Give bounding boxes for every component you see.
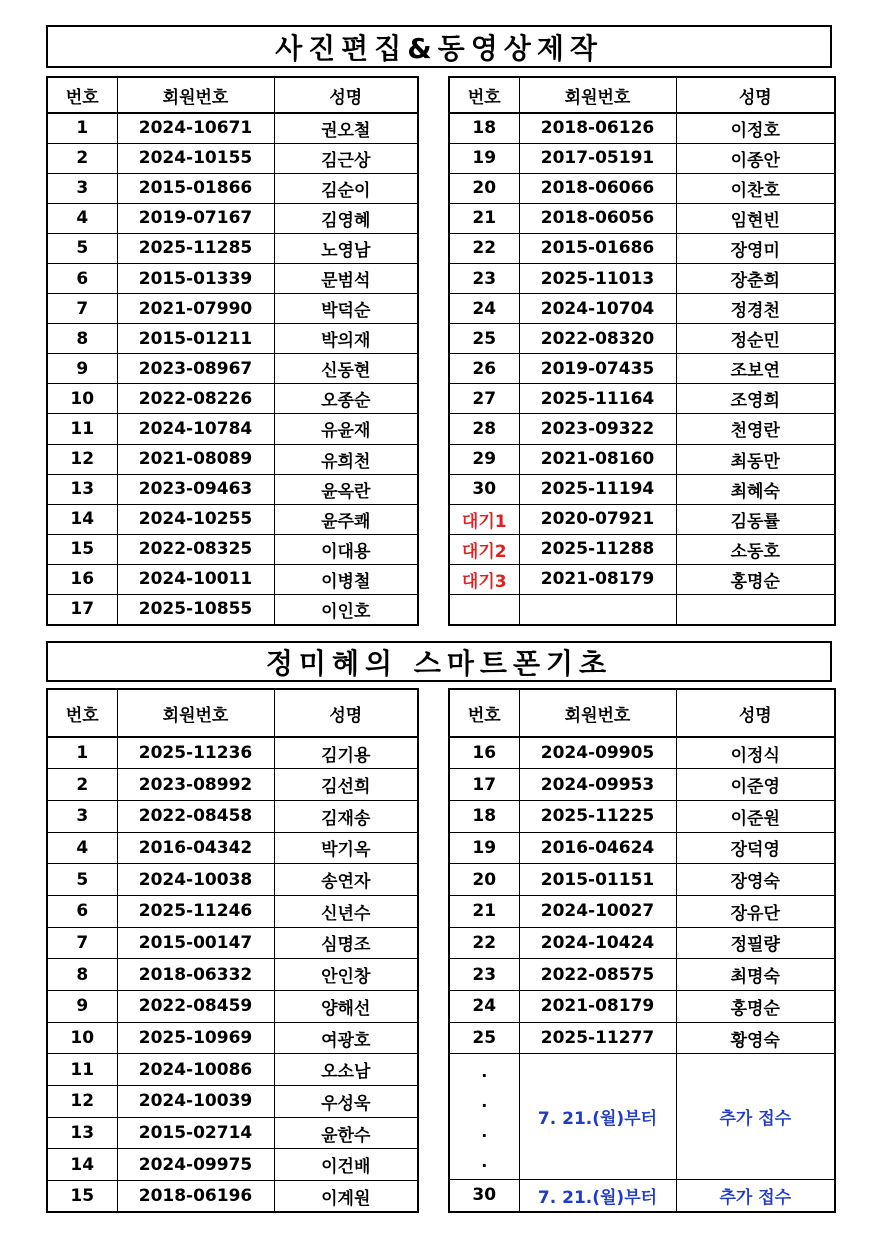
member-name: 최명숙 (676, 959, 835, 991)
member-name: 박의재 (274, 324, 418, 354)
member-id: 2024-10011 (117, 564, 274, 594)
member-id: 2021-08160 (519, 444, 676, 474)
member-id: 2021-08089 (117, 444, 274, 474)
member-id: 2024-09953 (519, 769, 676, 801)
row-number: 16 (47, 564, 117, 594)
row-number: 30 (449, 474, 519, 504)
row-number: 11 (47, 414, 117, 444)
member-id: 2025-11236 (117, 737, 274, 769)
member-name: 정필량 (676, 927, 835, 959)
row-number: 23 (449, 959, 519, 991)
table-row (47, 1117, 418, 1149)
member-id: 2017-05191 (519, 143, 676, 173)
table-row (449, 474, 835, 504)
row-number: 13 (47, 1117, 117, 1149)
continuation-dots (449, 1054, 519, 1180)
table-row (47, 959, 418, 991)
row-number: 9 (47, 354, 117, 384)
table-row (47, 474, 418, 504)
row-number: 15 (47, 534, 117, 564)
header-name: 성명 (274, 689, 418, 737)
table-row (47, 263, 418, 293)
table-row (449, 800, 835, 832)
member-name: 윤주쾌 (274, 504, 418, 534)
header-name: 성명 (274, 77, 418, 113)
member-name: 조영희 (676, 384, 835, 414)
table-row-continuation (449, 1054, 835, 1180)
member-name: 이준원 (676, 800, 835, 832)
member-name: 최혜숙 (676, 474, 835, 504)
member-name: 신년수 (274, 895, 418, 927)
member-name: 황영숙 (676, 1022, 835, 1054)
member-id: 2018-06332 (117, 959, 274, 991)
header-number: 번호 (449, 689, 519, 737)
member-id: 2024-10086 (117, 1054, 274, 1086)
member-name: 우성욱 (274, 1086, 418, 1118)
member-id: 2025-10969 (117, 1022, 274, 1054)
section2-right-table (448, 688, 836, 1213)
member-name: 문범석 (274, 263, 418, 293)
row-number: 22 (449, 927, 519, 959)
member-name: 소동호 (676, 534, 835, 564)
table-row (47, 1086, 418, 1118)
row-number: 8 (47, 324, 117, 354)
row-number: 11 (47, 1054, 117, 1086)
member-id: 2015-01686 (519, 233, 676, 263)
table-row (47, 737, 418, 769)
header-number: 번호 (47, 689, 117, 737)
member-name: 김근상 (274, 143, 418, 173)
member-id: 2025-11285 (117, 233, 274, 263)
last-row-note: 추가 접수 (676, 1180, 835, 1212)
member-id: 2022-08459 (117, 991, 274, 1023)
row-number: 대기2 (449, 534, 519, 564)
member-id: 2024-10027 (519, 895, 676, 927)
member-id: 2024-10704 (519, 294, 676, 324)
row-number: 19 (449, 832, 519, 864)
table-row (47, 173, 418, 203)
member-id (519, 595, 676, 625)
table-row (47, 832, 418, 864)
row-number: 12 (47, 1086, 117, 1118)
table-row (47, 324, 418, 354)
member-name (676, 595, 835, 625)
table-row (47, 203, 418, 233)
row-number: 20 (449, 173, 519, 203)
member-id: 2018-06196 (117, 1181, 274, 1213)
member-id: 2024-10038 (117, 864, 274, 896)
table-row (47, 1181, 418, 1213)
table-row (449, 927, 835, 959)
member-id: 2022-08458 (117, 800, 274, 832)
member-name: 유희천 (274, 444, 418, 474)
table-row (449, 324, 835, 354)
member-name: 오소남 (274, 1054, 418, 1086)
table-row (449, 564, 835, 594)
continuation-dot: . (481, 1121, 488, 1141)
member-id: 2025-11288 (519, 534, 676, 564)
member-id: 2016-04342 (117, 832, 274, 864)
table-row (449, 414, 835, 444)
member-name: 신동현 (274, 354, 418, 384)
table-row (47, 800, 418, 832)
member-name: 권오철 (274, 113, 418, 143)
member-id: 2025-11246 (117, 895, 274, 927)
table-row (47, 991, 418, 1023)
member-name: 홍명순 (676, 564, 835, 594)
table-row (449, 832, 835, 864)
table-row (449, 203, 835, 233)
member-name: 심명조 (274, 927, 418, 959)
member-name: 김기용 (274, 737, 418, 769)
table-row (449, 263, 835, 293)
header-member-id: 회원번호 (519, 689, 676, 737)
table-row (449, 294, 835, 324)
table-row (47, 504, 418, 534)
member-id: 2024-10784 (117, 414, 274, 444)
member-name: 이대용 (274, 534, 418, 564)
row-number: 18 (449, 800, 519, 832)
row-number: 22 (449, 233, 519, 263)
table-row (47, 113, 418, 143)
member-id: 2019-07167 (117, 203, 274, 233)
member-name: 정순민 (676, 324, 835, 354)
row-number: 28 (449, 414, 519, 444)
member-id: 2024-09905 (519, 737, 676, 769)
section1-title: 사진편집&동영상제작 (46, 25, 832, 68)
row-number: 4 (47, 203, 117, 233)
table-row (449, 959, 835, 991)
member-name: 이종안 (676, 143, 835, 173)
header-number: 번호 (47, 77, 117, 113)
member-name: 최동만 (676, 444, 835, 474)
row-number: 27 (449, 384, 519, 414)
table-row (449, 504, 835, 534)
member-name: 박기옥 (274, 832, 418, 864)
header-member-id: 회원번호 (519, 77, 676, 113)
table-row (47, 1054, 418, 1086)
member-name: 장춘희 (676, 263, 835, 293)
row-number: 16 (449, 737, 519, 769)
member-id: 2015-00147 (117, 927, 274, 959)
member-name: 이건배 (274, 1149, 418, 1181)
table-row (449, 354, 835, 384)
row-number: 21 (449, 203, 519, 233)
section2-title: 정미혜의 스마트폰기초 (46, 641, 832, 682)
row-number: 4 (47, 832, 117, 864)
row-number: 3 (47, 800, 117, 832)
table-row (449, 864, 835, 896)
row-number: 대기1 (449, 504, 519, 534)
member-name: 노영남 (274, 233, 418, 263)
member-name: 김재송 (274, 800, 418, 832)
row-number: 10 (47, 384, 117, 414)
row-number: 26 (449, 354, 519, 384)
section1-left-table (46, 76, 419, 626)
member-id: 2018-06056 (519, 203, 676, 233)
table-row (47, 927, 418, 959)
member-id: 2023-09322 (519, 414, 676, 444)
table-row (449, 991, 835, 1023)
row-number: 14 (47, 1149, 117, 1181)
member-id: 2024-10039 (117, 1086, 274, 1118)
member-id: 2015-01339 (117, 263, 274, 293)
member-id: 2025-11013 (519, 263, 676, 293)
row-number: 23 (449, 263, 519, 293)
row-number: 24 (449, 294, 519, 324)
header-name: 성명 (676, 77, 835, 113)
section1-right-table (448, 76, 836, 626)
row-number: 7 (47, 294, 117, 324)
member-id: 2024-09975 (117, 1149, 274, 1181)
row-number: 5 (47, 864, 117, 896)
row-number: 29 (449, 444, 519, 474)
member-id: 2022-08575 (519, 959, 676, 991)
member-name: 김영혜 (274, 203, 418, 233)
table-row (47, 564, 418, 594)
row-number: 17 (47, 595, 117, 625)
table-row (47, 895, 418, 927)
header-member-id: 회원번호 (117, 77, 274, 113)
table-row (47, 354, 418, 384)
row-number: 21 (449, 895, 519, 927)
member-id: 2024-10671 (117, 113, 274, 143)
member-id: 2025-11194 (519, 474, 676, 504)
row-number: 14 (47, 504, 117, 534)
member-id: 2015-01151 (519, 864, 676, 896)
table-row (449, 737, 835, 769)
table-row (449, 173, 835, 203)
member-id: 2023-08967 (117, 354, 274, 384)
continuation-dot: . (481, 1061, 488, 1081)
member-name: 조보연 (676, 354, 835, 384)
table-row (47, 444, 418, 474)
member-id: 2016-04624 (519, 832, 676, 864)
table-row (47, 233, 418, 263)
table-row (449, 143, 835, 173)
member-id: 2021-08179 (519, 564, 676, 594)
member-id: 2018-06126 (519, 113, 676, 143)
row-number: 대기3 (449, 564, 519, 594)
member-name: 임현빈 (676, 203, 835, 233)
row-number: 6 (47, 895, 117, 927)
member-id: 2022-08320 (519, 324, 676, 354)
member-id: 2025-10855 (117, 595, 274, 625)
member-id: 2018-06066 (519, 173, 676, 203)
member-name: 이병철 (274, 564, 418, 594)
member-name: 김순이 (274, 173, 418, 203)
member-name: 장덕영 (676, 832, 835, 864)
member-id: 2022-08226 (117, 384, 274, 414)
row-number: 10 (47, 1022, 117, 1054)
member-id: 2021-07990 (117, 294, 274, 324)
row-number: 7 (47, 927, 117, 959)
row-number: 3 (47, 173, 117, 203)
member-id: 2024-10424 (519, 927, 676, 959)
table-row (449, 595, 835, 625)
table-row (47, 414, 418, 444)
row-number: 6 (47, 263, 117, 293)
row-number: 20 (449, 864, 519, 896)
table-row (449, 384, 835, 414)
table-row (47, 595, 418, 625)
member-name: 이정식 (676, 737, 835, 769)
header-member-id: 회원번호 (117, 689, 274, 737)
member-name: 김동률 (676, 504, 835, 534)
member-id: 2024-10255 (117, 504, 274, 534)
header-name: 성명 (676, 689, 835, 737)
table-row (47, 294, 418, 324)
member-name: 유윤재 (274, 414, 418, 444)
additional-note: 추가 접수 (676, 1054, 835, 1180)
member-id: 2015-01866 (117, 173, 274, 203)
member-name: 장영숙 (676, 864, 835, 896)
member-id: 2023-09463 (117, 474, 274, 504)
additional-date: 7. 21.(월)부터 (519, 1054, 676, 1180)
row-number: 13 (47, 474, 117, 504)
member-name: 윤옥란 (274, 474, 418, 504)
section2-left-table (46, 688, 419, 1213)
member-name: 이인호 (274, 595, 418, 625)
member-name: 오종순 (274, 384, 418, 414)
row-number: 2 (47, 143, 117, 173)
member-id: 2025-11164 (519, 384, 676, 414)
row-number: 19 (449, 143, 519, 173)
member-name: 송연자 (274, 864, 418, 896)
table-row (449, 1022, 835, 1054)
row-number: 25 (449, 324, 519, 354)
member-name: 김선희 (274, 769, 418, 801)
row-number: 8 (47, 959, 117, 991)
row-number: 2 (47, 769, 117, 801)
table-row (47, 384, 418, 414)
row-number: 17 (449, 769, 519, 801)
row-number: 1 (47, 113, 117, 143)
member-name: 박덕순 (274, 294, 418, 324)
member-name: 천영란 (676, 414, 835, 444)
table-row (47, 534, 418, 564)
member-id: 2021-08179 (519, 991, 676, 1023)
table-row (47, 864, 418, 896)
table-row (47, 1022, 418, 1054)
last-row-date: 7. 21.(월)부터 (519, 1180, 676, 1212)
member-name: 이찬호 (676, 173, 835, 203)
table-row (449, 769, 835, 801)
member-name: 이정호 (676, 113, 835, 143)
row-number (449, 595, 519, 625)
table-row (449, 534, 835, 564)
row-number: 18 (449, 113, 519, 143)
row-number: 1 (47, 737, 117, 769)
member-id: 2022-08325 (117, 534, 274, 564)
member-id: 2025-11225 (519, 800, 676, 832)
member-id: 2024-10155 (117, 143, 274, 173)
table-row (449, 444, 835, 474)
member-id: 2015-01211 (117, 324, 274, 354)
row-number: 9 (47, 991, 117, 1023)
member-id: 2025-11277 (519, 1022, 676, 1054)
table-row (449, 1180, 835, 1212)
member-name: 장영미 (676, 233, 835, 263)
member-name: 정경천 (676, 294, 835, 324)
table-row (449, 895, 835, 927)
continuation-dot: . (481, 1091, 488, 1111)
member-name: 여광호 (274, 1022, 418, 1054)
member-name: 윤한수 (274, 1117, 418, 1149)
row-number: 15 (47, 1181, 117, 1213)
row-number: 12 (47, 444, 117, 474)
table-row (47, 143, 418, 173)
member-id: 2019-07435 (519, 354, 676, 384)
table-row (449, 233, 835, 263)
member-name: 홍명순 (676, 991, 835, 1023)
member-name: 양해선 (274, 991, 418, 1023)
member-name: 이준영 (676, 769, 835, 801)
member-id: 2015-02714 (117, 1117, 274, 1149)
member-name: 안인창 (274, 959, 418, 991)
member-id: 2020-07921 (519, 504, 676, 534)
continuation-dot: . (481, 1151, 488, 1171)
table-row (449, 113, 835, 143)
row-number: 25 (449, 1022, 519, 1054)
table-row (47, 1149, 418, 1181)
member-id: 2023-08992 (117, 769, 274, 801)
row-number: 24 (449, 991, 519, 1023)
member-name: 이계원 (274, 1181, 418, 1213)
header-number: 번호 (449, 77, 519, 113)
row-number: 5 (47, 233, 117, 263)
last-row-number: 30 (449, 1180, 519, 1212)
member-name: 장유단 (676, 895, 835, 927)
table-row (47, 769, 418, 801)
